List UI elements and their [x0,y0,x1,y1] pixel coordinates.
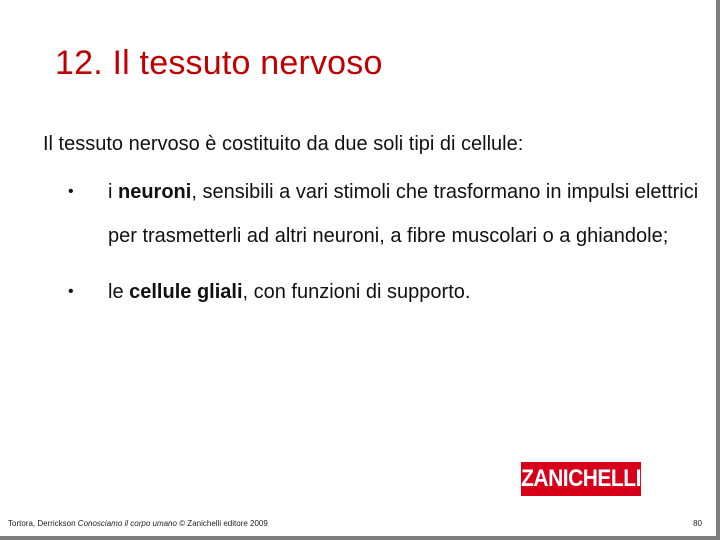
bullet-list [60,170,700,314]
bullet-item-cellule-gliali [60,270,700,314]
bullet-text: , con funzioni di supporto. [242,281,471,303]
intro-text: Il tessuto nervoso è costituito da due soli tipi di cellule: [43,133,524,155]
bullet-bold-term: neuroni [118,181,192,203]
bullet-prefix: i [108,181,118,203]
footer-authors: Tortora, Derrickson [8,519,78,528]
bullet-bold-term: cellule gliali [129,281,243,303]
footer-book-title: Conosciamo il corpo umano [77,519,177,528]
bullet-text: , sensibili a vari stimoli che trasformano in impulsi elettrici per trasmetterli ad altri neuroni, a fibre muscolari o a ghiandole; [108,181,699,247]
zanichelli-logo [521,462,641,496]
bullet-marker: • [68,183,74,200]
slide-title: 12. Il tessuto nervoso [55,44,383,82]
bullet-prefix: le [108,281,130,303]
footer-publisher: © Zanichelli editore 2009 [176,519,268,528]
page-number: 80 [693,519,702,528]
bullet-item-neuroni [60,170,700,258]
bullet-marker: • [68,283,74,300]
logo-text: ZANICHELLI [521,465,641,492]
footer-credit [8,519,268,528]
